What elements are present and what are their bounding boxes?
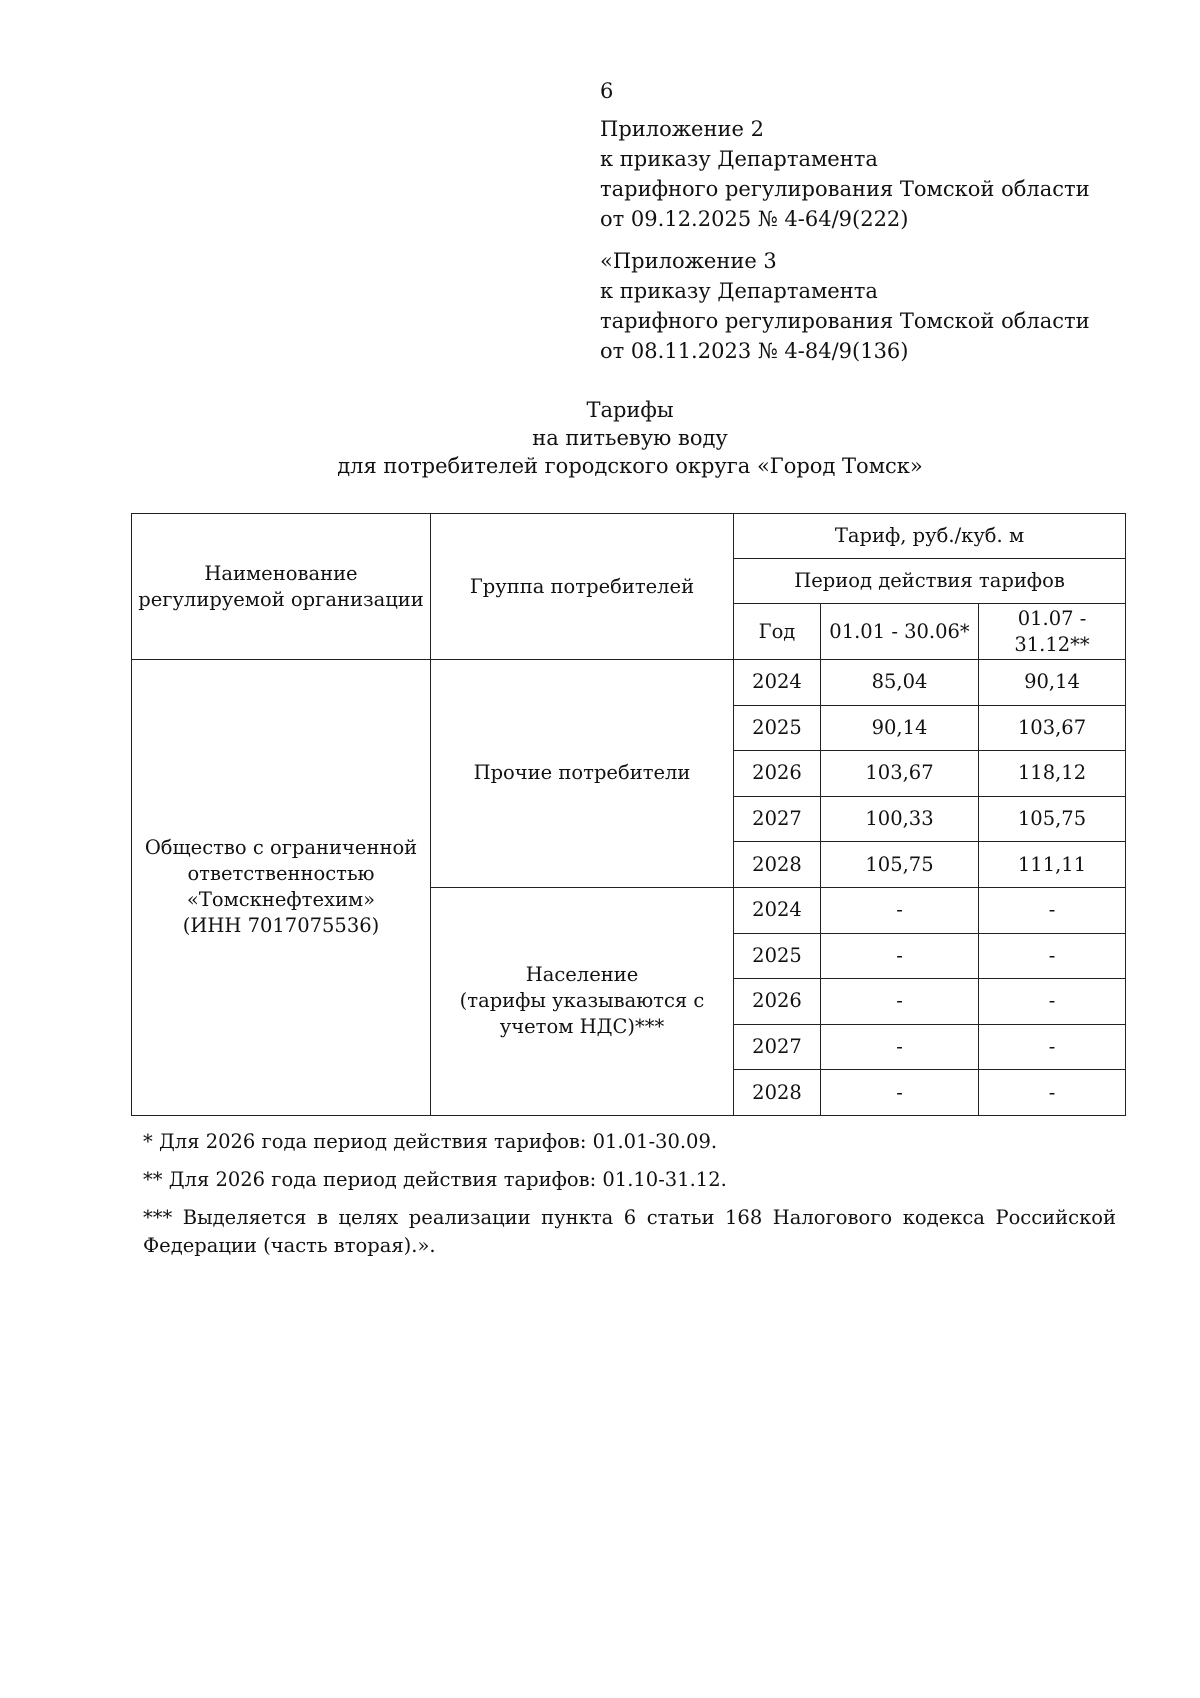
- appendix-2-line-3: тарифного регулирования Томской области: [600, 177, 1090, 201]
- footnote-3: *** Выделяется в целях реализации пункта 6 статьи 168 Налогового кодекса Российской Федерации (часть вторая).».: [143, 1206, 1116, 1257]
- tariff-period-2-cell: -: [979, 933, 1126, 979]
- tariff-period-2-cell: -: [979, 1070, 1126, 1116]
- tariff-period-1-cell: 103,67: [821, 751, 979, 797]
- tariff-period-2-cell: -: [979, 979, 1126, 1025]
- tariff-period-1-cell: 100,33: [821, 796, 979, 842]
- tariff-table: [131, 513, 1126, 1116]
- appendix-3-line-2: к приказу Департамента: [600, 279, 878, 303]
- appendix-2-header: [600, 114, 1120, 234]
- appendix-2-line-4: от 09.12.2025 № 4-64/9(222): [600, 207, 909, 231]
- tariff-period-2-cell: -: [979, 1024, 1126, 1070]
- organization-line-1: Общество с ограниченной ответственностью: [144, 836, 418, 886]
- population-line-2: (тарифы указываются с учетом НДС)***: [459, 989, 705, 1039]
- organization-cell: [132, 660, 431, 1116]
- year-cell: 2028: [734, 842, 821, 888]
- appendix-2-line-2: к приказу Департамента: [600, 147, 878, 171]
- tariff-period-1-cell: -: [821, 1070, 979, 1116]
- tariff-period-1-cell: -: [821, 887, 979, 933]
- header-period: Период действия тарифов: [734, 559, 1126, 604]
- title-line-3: для потребителей городского округа «Город Томск»: [337, 454, 923, 478]
- header-period-1: 01.01 - 30.06*: [821, 604, 979, 660]
- tariff-period-1-cell: 85,04: [821, 660, 979, 706]
- organization-line-2: «Томскнефтехим»: [186, 888, 376, 912]
- document-title: [0, 396, 1200, 480]
- tariff-period-2-cell: 118,12: [979, 751, 1126, 797]
- tariff-period-1-cell: -: [821, 1024, 979, 1070]
- tariff-period-2-cell: 111,11: [979, 842, 1126, 888]
- header-period-2: 01.07 - 31.12**: [979, 604, 1126, 660]
- tariff-period-1-cell: 105,75: [821, 842, 979, 888]
- year-cell: 2026: [734, 979, 821, 1025]
- appendix-3-line-4: от 08.11.2023 № 4-84/9(136): [600, 339, 909, 363]
- year-cell: 2025: [734, 933, 821, 979]
- title-line-1: Тарифы: [586, 398, 674, 422]
- population-line-1: Население: [525, 963, 639, 987]
- year-cell: 2025: [734, 705, 821, 751]
- table-row: [132, 660, 1126, 706]
- year-cell: 2027: [734, 796, 821, 842]
- organization-line-3: (ИНН 7017075536): [182, 914, 380, 938]
- header-consumer-group: Группа потребителей: [431, 514, 734, 660]
- footnote-2: ** Для 2026 года период действия тарифов: 01.10-31.12.: [143, 1168, 727, 1191]
- appendix-2-line-1: Приложение 2: [600, 117, 764, 141]
- title-line-2: на питьевую воду: [532, 426, 728, 450]
- footnote-1: * Для 2026 года период действия тарифов: 01.01-30.09.: [143, 1130, 718, 1153]
- tariff-period-1-cell: 90,14: [821, 705, 979, 751]
- header-org-name: Наименование регулируемой организации: [132, 514, 431, 660]
- tariff-period-2-cell: 103,67: [979, 705, 1126, 751]
- page-number: 6: [600, 79, 614, 103]
- tariff-period-2-cell: -: [979, 887, 1126, 933]
- appendix-3-line-1: «Приложение 3: [600, 249, 777, 273]
- group-other-consumers: Прочие потребители: [431, 660, 734, 888]
- year-cell: 2026: [734, 751, 821, 797]
- group-population: [431, 887, 734, 1115]
- footnotes: [143, 1128, 1116, 1270]
- appendix-3-line-3: тарифного регулирования Томской области: [600, 309, 1090, 333]
- year-cell: 2028: [734, 1070, 821, 1116]
- appendix-3-header: [600, 246, 1120, 366]
- tariff-period-2-cell: 105,75: [979, 796, 1126, 842]
- header-tariff: Тариф, руб./куб. м: [734, 514, 1126, 559]
- tariff-period-1-cell: -: [821, 933, 979, 979]
- header-year: Год: [734, 604, 821, 660]
- year-cell: 2024: [734, 660, 821, 706]
- tariff-period-1-cell: -: [821, 979, 979, 1025]
- year-cell: 2027: [734, 1024, 821, 1070]
- year-cell: 2024: [734, 887, 821, 933]
- tariff-period-2-cell: 90,14: [979, 660, 1126, 706]
